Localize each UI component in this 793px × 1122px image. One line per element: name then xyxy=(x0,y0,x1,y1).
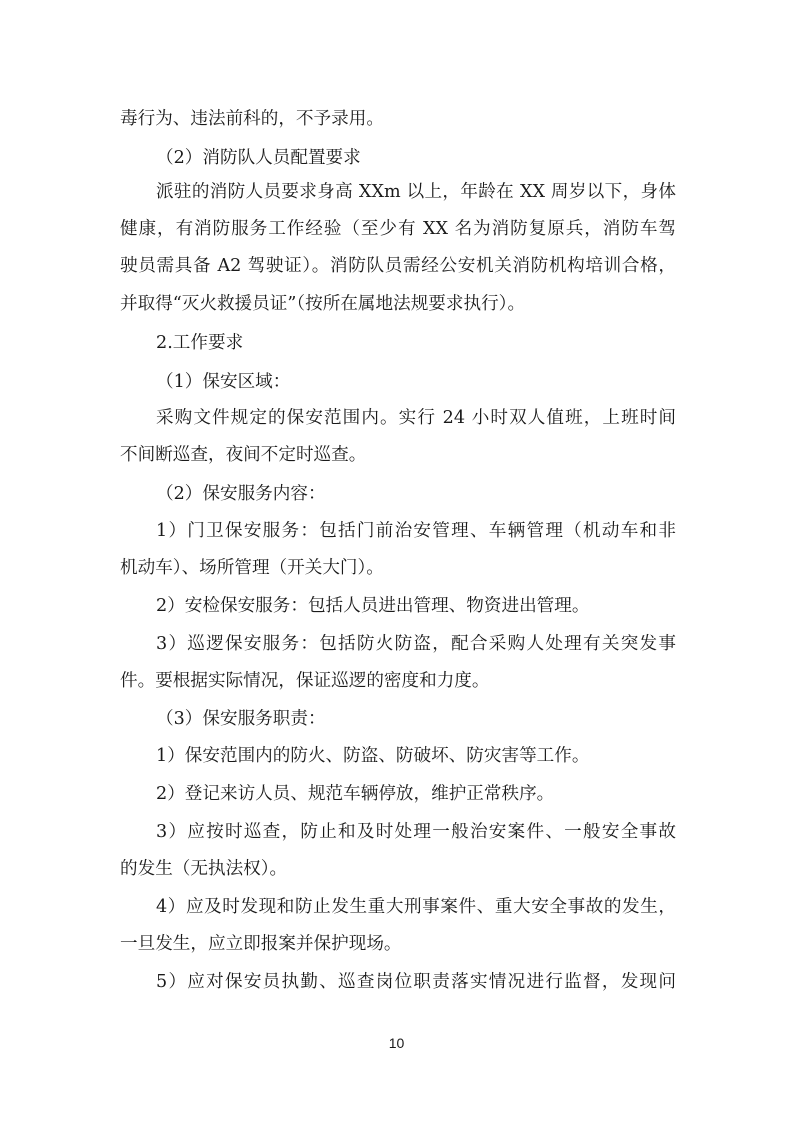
text-line: 3）巡逻保安服务：包括防火防盗，配合采购人处理有关突发事 xyxy=(156,634,676,654)
text-line: 件。要根据实际情况，保证巡逻的密度和力度。 xyxy=(120,671,490,691)
text-line: 毒行为、违法前科的，不予录用。 xyxy=(120,109,384,129)
subheading: （1）保安区域： xyxy=(156,372,291,392)
text-line: 健康，有消防服务工作经验（至少有 XX 名为消防复原兵，消防车驾 xyxy=(120,219,676,239)
text-line: 不间断巡查，夜间不定时巡查。 xyxy=(120,445,367,465)
text-line: 1）门卫保安服务：包括门前治安管理、车辆管理（机动车和非 xyxy=(156,521,676,541)
text-line: 4）应及时发现和防止发生重大刑事案件、重大安全事故的发生， xyxy=(156,897,676,917)
text-line: 的发生（无执法权）。 xyxy=(120,859,288,879)
text-line: 3）应按时巡查，防止和及时处理一般治安案件、一般安全事故 xyxy=(156,822,676,842)
subheading: （2）保安服务内容： xyxy=(156,484,326,504)
subheading: （3）保安服务职责： xyxy=(156,709,326,729)
text-line: 并取得“灭火救援员证”（按所在属地法规要求执行）。 xyxy=(120,294,526,314)
text-line: 1）保安范围内的防火、防盗、防破坏、防灾害等工作。 xyxy=(156,746,590,766)
text-line: 一旦发生，应立即报案并保护现场。 xyxy=(120,934,402,954)
text-line: 机动车）、场所管理（开关大门）。 xyxy=(120,558,384,578)
text-line: 2）登记来访人员、规范车辆停放，维护正常秩序。 xyxy=(156,784,555,804)
text-line: 驶员需具备 A2 驾驶证）。消防队员需经公安机关消防机构培训合格， xyxy=(120,256,676,276)
text-line: 5）应对保安员执勤、巡查岗位职责落实情况进行监督，发现问 xyxy=(156,972,676,992)
section-heading: 2.工作要求 xyxy=(156,333,244,353)
text-line: 派驻的消防人员要求身高 XXm 以上，年龄在 XX 周岁以下，身体 xyxy=(156,182,676,202)
subheading: （2）消防队人员配置要求 xyxy=(156,148,361,168)
text-line: 2）安检保安服务：包括人员进出管理、物资进出管理。 xyxy=(156,596,590,616)
text-line: 采购文件规定的保安范围内。实行 24 小时双人值班，上班时间 xyxy=(156,408,676,428)
page-number: 10 xyxy=(388,1035,405,1051)
